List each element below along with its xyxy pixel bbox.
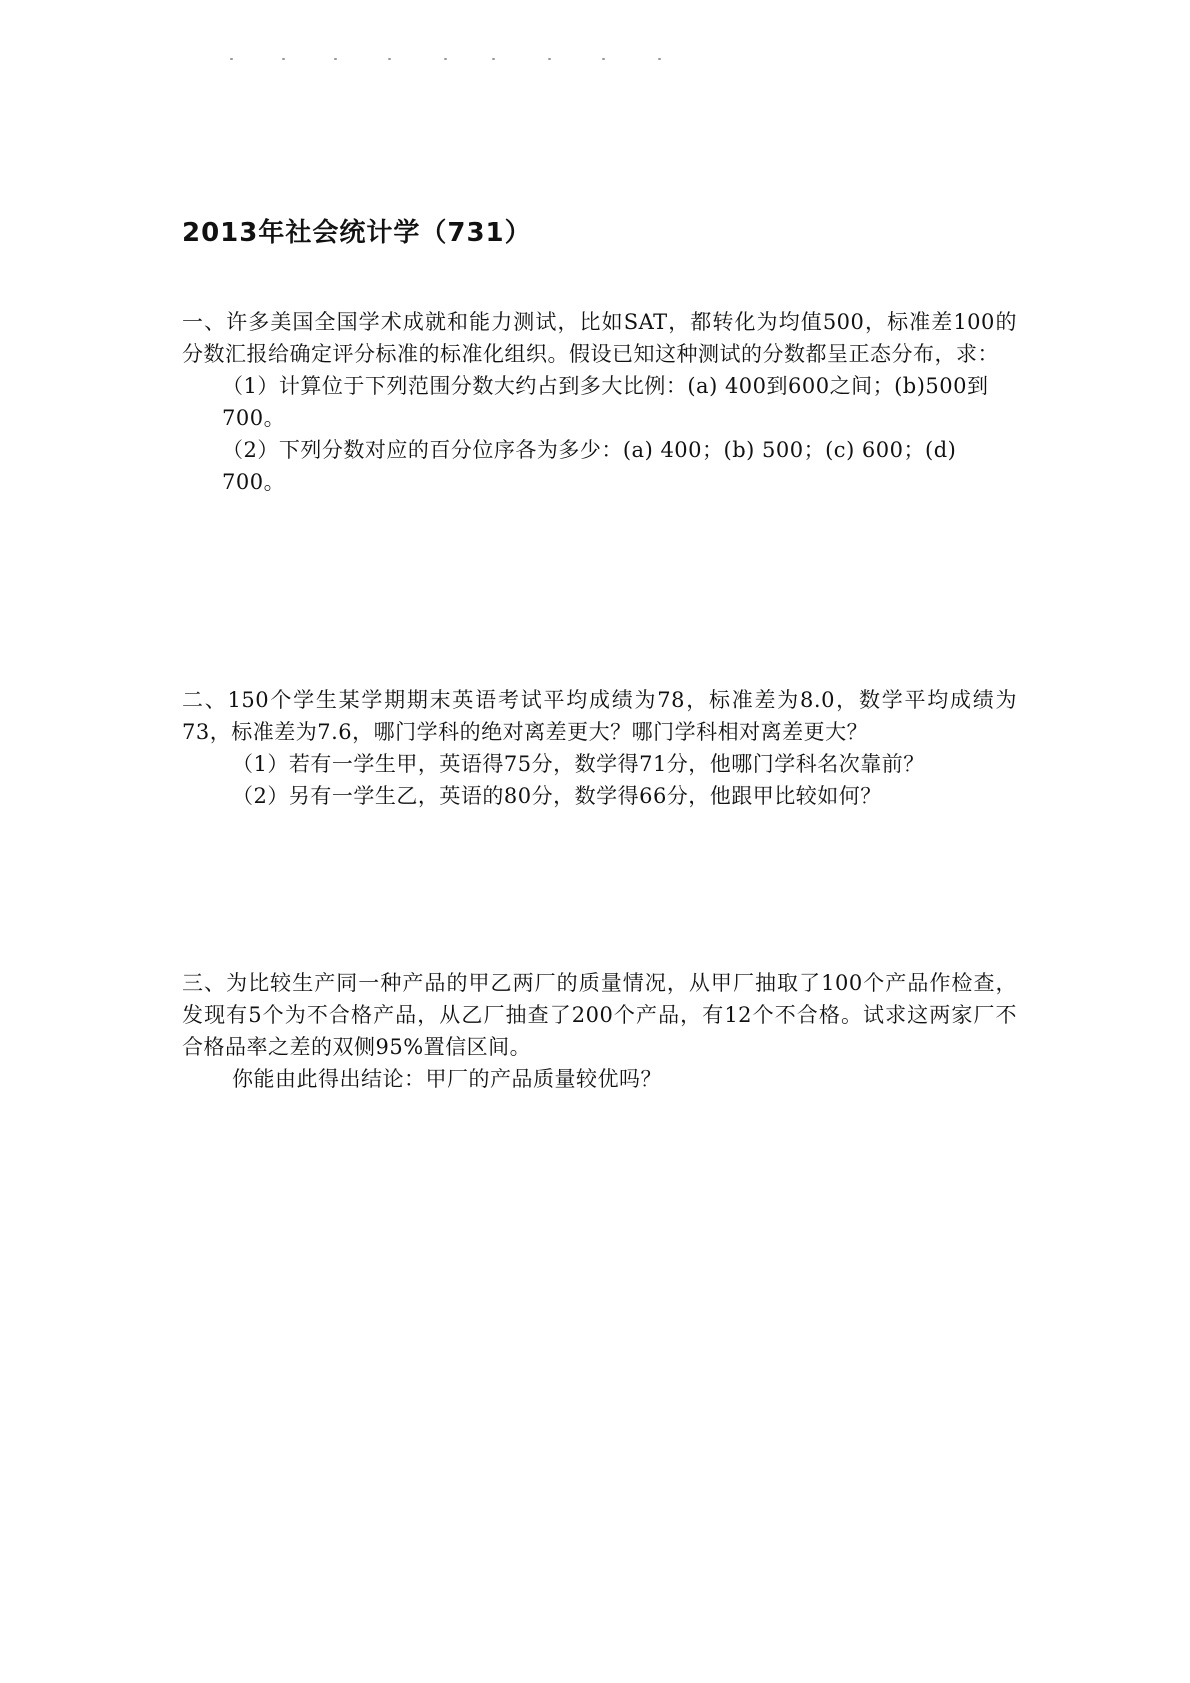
question-3-followup: 你能由此得出结论：甲厂的产品质量较优吗？ bbox=[232, 1067, 662, 1091]
question-2-body: 二、150个学生某学期期末英语考试平均成绩为78，标准差为8.0，数学平均成绩为73，标准差为7.6，哪门学科的绝对离差更大？哪门学科相对离差更大？ bbox=[182, 688, 1017, 744]
question-2-part-2: （2）另有一学生乙，英语的80分，数学得66分，他跟甲比较如何？ bbox=[232, 784, 882, 808]
question-1-part-2: （2）下列分数对应的百分位序各为多少：(a) 400；(b) 500；(c) 600；(d) 700。 bbox=[222, 438, 957, 494]
page-title: 2013年社会统计学（731） bbox=[182, 218, 532, 248]
question-3-body: 三、为比较生产同一种产品的甲乙两厂的质量情况，从甲厂抽取了100个产品作检查，发现有5个为不合格产品，从乙厂抽查了200个产品，有12个不合格。试求这两家厂不合格品率之差的双侧95%置信区间。 bbox=[182, 971, 1017, 1059]
question-1 bbox=[182, 306, 1017, 498]
question-2-part-1: （1）若有一学生甲，英语得75分，数学得71分，他哪门学科名次靠前？ bbox=[232, 752, 925, 776]
question-1-body: 一、许多美国全国学术成就和能力测试，比如SAT，都转化为均值500，标准差100的分数汇报给确定评分标准的标准化组织。假设已知这种测试的分数都呈正态分布，求： bbox=[182, 310, 1017, 366]
scan-artifact-dots bbox=[230, 58, 710, 64]
question-3 bbox=[182, 967, 1017, 1095]
question-2 bbox=[182, 684, 1017, 812]
question-1-part-1: （1）计算位于下列范围分数大约占到多大比例：(a) 400到600之间；(b)500到700。 bbox=[222, 374, 989, 430]
